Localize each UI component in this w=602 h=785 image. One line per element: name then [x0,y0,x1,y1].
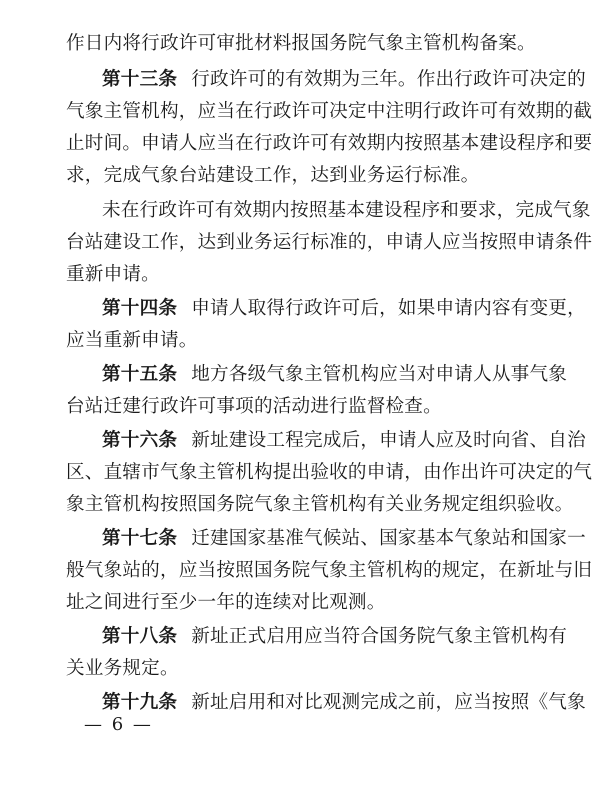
text-line: 区、直辖市气象主管机构提出验收的申请，由作出许可决定的气 [66,462,593,483]
article-13-heading-line: 第十三条 行政许可的有效期为三年。作出行政许可决定的 [102,69,586,90]
text-line: 般气象站的，应当按照国务院气象主管机构的规定，在新址与旧 [66,560,593,581]
text-line: 止时间。申请人应当在行政许可有效期内按照基本建设程序和要 [66,133,593,154]
article-18-heading-line: 第十八条 新址正式启用应当符合国务院气象主管机构有 [102,626,568,647]
article-label: 第十四条 [102,298,178,319]
text-line: 气象主管机构，应当在行政许可决定中注明行政许可有效期的截 [66,101,593,122]
text-line: 台站建设工作，达到业务运行标准的，申请人应当按照申请条件 [66,232,593,253]
article-label: 第十七条 [102,528,178,549]
text-line: 址之间进行至少一年的连续对比观测。 [66,592,386,613]
text-line: 台站迁建行政许可事项的活动进行监督检查。 [66,396,442,417]
page-number: — 6 — [84,714,153,735]
article-15-heading-line: 第十五条 地方各级气象主管机构应当对申请人从事气象 [102,364,568,385]
text-line: 象主管机构按照国务院气象主管机构有关业务规定组织验收。 [66,494,574,515]
article-label: 第十三条 [102,69,178,90]
article-label: 第十九条 [102,692,178,713]
text-line: 重新申请。 [66,264,160,285]
text-line: 未在行政许可有效期内按照基本建设程序和要求，完成气象 [102,200,591,221]
article-label: 第十六条 [102,430,178,451]
article-label: 第十五条 [102,364,178,385]
text-line: 应当重新申请。 [66,330,198,351]
text-line: 关业务规定。 [66,658,179,679]
article-16-heading-line: 第十六条 新址建设工程完成后，申请人应及时向省、自治 [102,430,586,451]
text-line: 求，完成气象台站建设工作，达到业务运行标准。 [66,165,480,186]
article-19-heading-line: 第十九条 新址启用和对比观测完成之前，应当按照《气象 [102,692,586,713]
article-17-heading-line: 第十七条 迁建国家基准气候站、国家基本气象站和国家一 [102,528,586,549]
article-14-heading-line: 第十四条 申请人取得行政许可后，如果申请内容有变更， [102,298,586,319]
text-line: 作日内将行政许可审批材料报国务院气象主管机构备案。 [66,33,536,54]
article-label: 第十八条 [102,626,178,647]
